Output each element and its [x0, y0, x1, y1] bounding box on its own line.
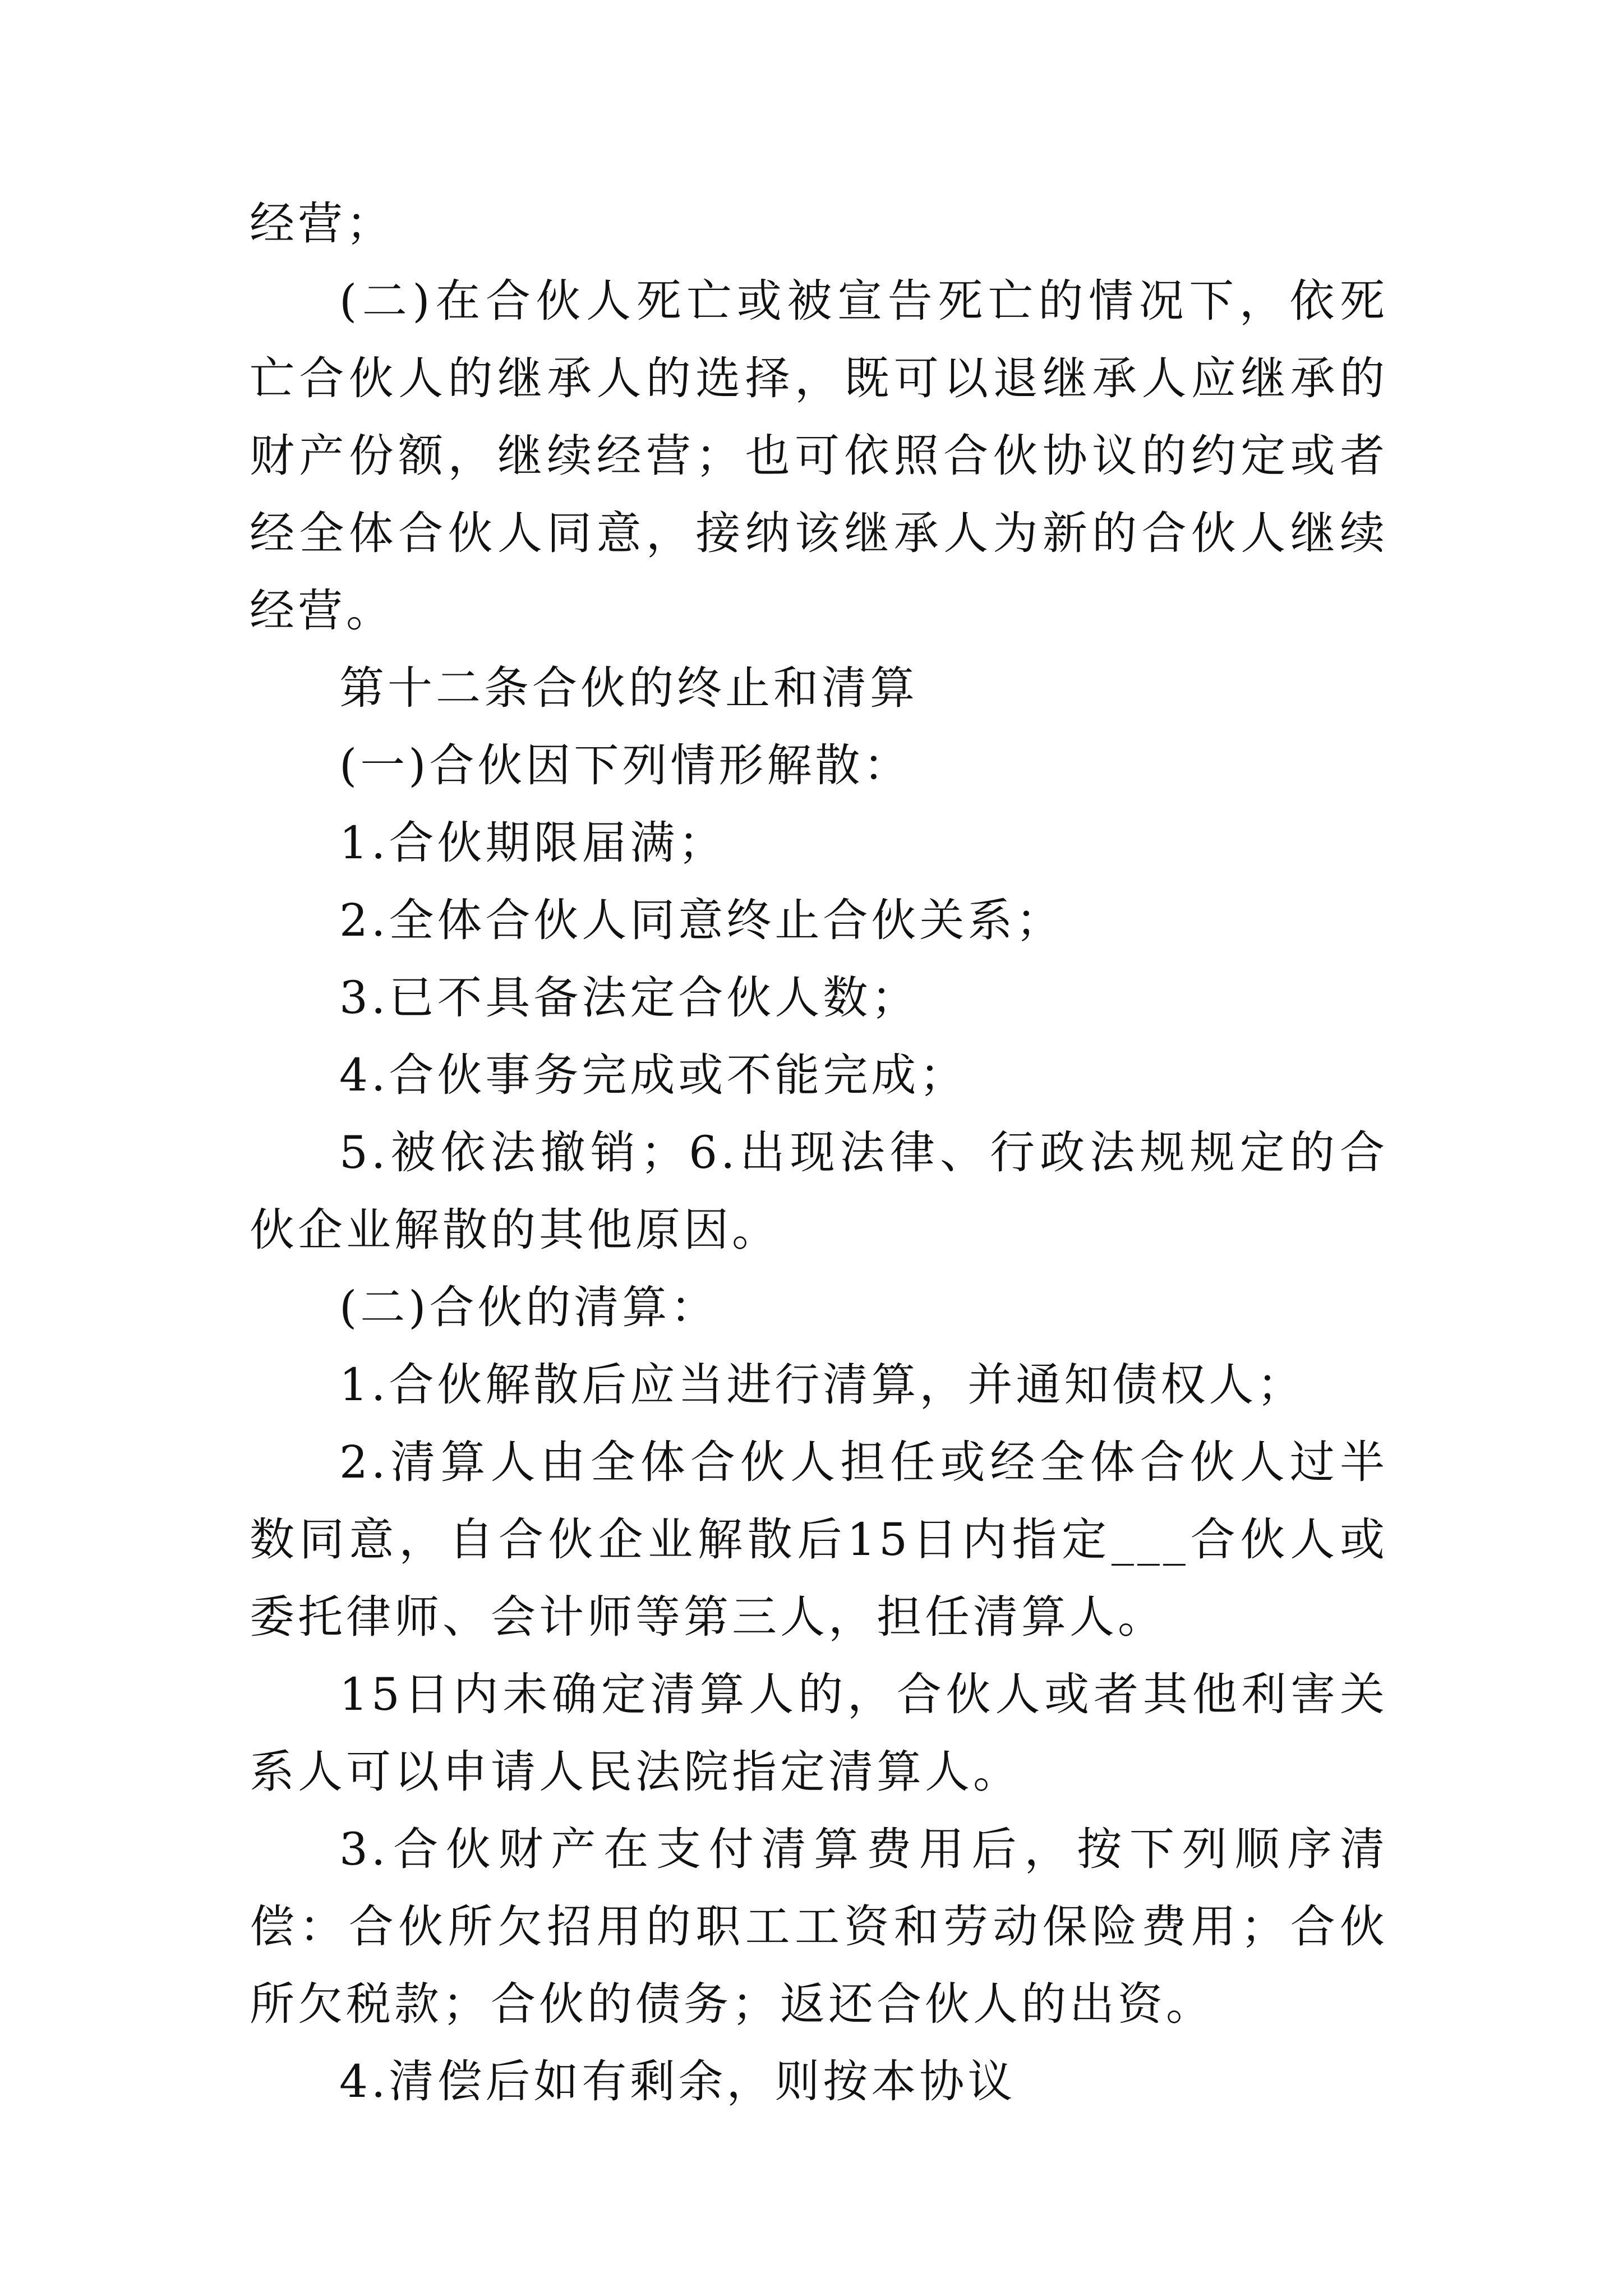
dissolution-item-2: 2.全体合伙人同意终止合伙关系；: [339, 894, 1064, 946]
liquidation-item-4: 4.清偿后如有剩余，则按本协议: [339, 2055, 1016, 2108]
dissolution-item-3: 3.已不具备法定合伙人数；: [339, 972, 920, 1024]
section-dissolution-heading: (一)合伙因下列情形解散：: [339, 739, 912, 792]
liquidation-item-3: 3.合伙财产在支付清算费用后，按下列顺序清偿：合伙所欠招用的职工工资和劳动保险费用；合伙所欠税款；合伙的债务；返还合伙人的出资。: [250, 1823, 1388, 2030]
paragraph-continuation: 经营；: [250, 197, 394, 250]
section-liquidation-heading: (二)合伙的清算：: [339, 1281, 719, 1333]
liquidation-item-1: 1.合伙解散后应当进行清算，并通知债权人；: [339, 1359, 1306, 1411]
liquidation-item-2: 2.清算人由全体合伙人担任或经全体合伙人过半数同意，自合伙企业解散后15日内指定___合伙人或委托律师、会计师等第三人，担任清算人。: [250, 1436, 1388, 1643]
article-12-heading: 第十二条合伙的终止和清算: [339, 662, 918, 714]
liquidation-court-appointment: 15日内未确定清算人的，合伙人或者其他利害关系人可以申请人民法院指定清算人。: [250, 1668, 1388, 1798]
dissolution-item-1: 1.合伙期限届满；: [339, 817, 727, 869]
document-body: [250, 185, 1388, 2120]
paragraph-death-of-partner: (二)在合伙人死亡或被宣告死亡的情况下，依死亡合伙人的继承人的选择，既可以退继承人应继承的财产份额，继续经营；也可依照合伙协议的约定或者经全体合伙人同意，接纳该继承人为新的合伙人继续经营。: [250, 275, 1388, 637]
dissolution-item-5-6: 5.被依法撤销；6.出现法律、行政法规规定的合伙企业解散的其他原因。: [250, 1126, 1388, 1256]
dissolution-item-4: 4.合伙事务完成或不能完成；: [339, 1049, 968, 1101]
